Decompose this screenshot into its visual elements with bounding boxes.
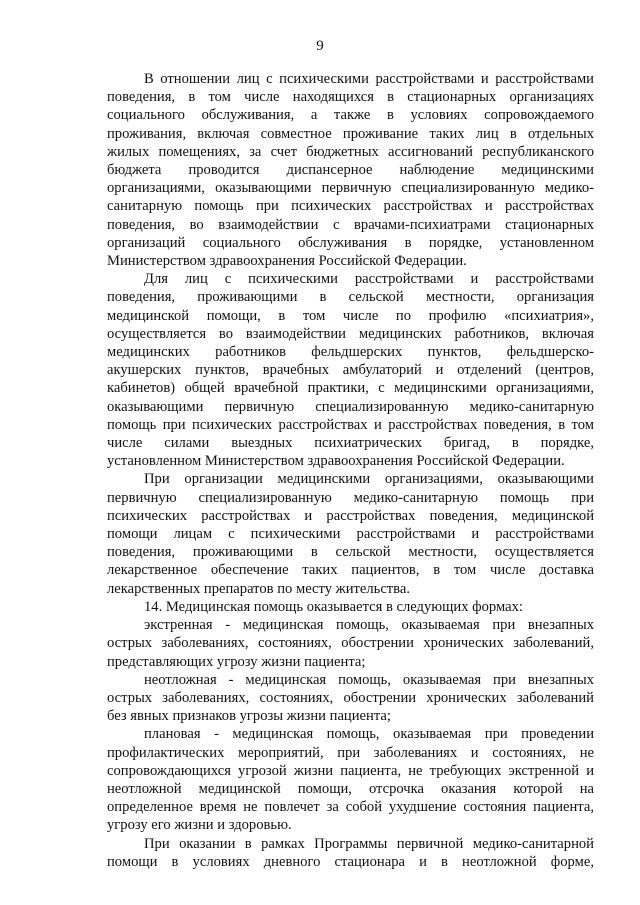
text-line: без явных признаков угрозы жизни пациента; [107,708,391,725]
text-line: определенное время не повлечет за собой ухудшение состояния пациента, [107,799,594,816]
text-line: поведения, во взаимодействии с врачами-психиатрами стационарных [107,216,594,233]
text-line: неотложной медицинской помощи, отсрочка оказания которой на [107,780,594,797]
text-line: Для лиц с психическими расстройствами и расстройствами [144,271,594,288]
paragraph [107,616,594,671]
text-line: поведения, проживающими в сельской местности, организация [107,289,594,306]
text-line: лекарственных препаратов по месту жительства. [107,580,411,597]
text-line: социального обслуживания, а также в условиях сопровождаемого [107,107,594,124]
text-line: медицинских работников фельдшерских пунктов, фельдшерско- [107,344,594,361]
page-number: 9 [316,38,324,54]
text-line: плановая - медицинская помощь, оказываемая при проведении [144,726,594,743]
text-line: бюджета проводится диспансерное наблюдение медицинскими [107,162,594,179]
text-line: острых заболеваниях, состояниях, обострении хронических заболеваний, [107,635,594,652]
paragraph [107,835,594,871]
text-line: числе силами выездных психиатрических бригад, в порядке, [107,435,594,452]
text-line: поведения, в том числе находящихся в стационарных организациях [107,89,594,106]
text-line: При оказании в рамках Программы первичной медико-санитарной [144,835,594,852]
text-line: проживания, включая совместное проживание таких лиц в отдельных [107,125,594,142]
text-line: организациями, оказывающими первичную специализированную медико- [107,180,594,197]
text-line: поведения, проживающими в сельской местности, осуществляется [107,544,594,561]
text-line: организаций социального обслуживания в порядке, установленном [107,234,594,251]
text-line: экстренная - медицинская помощь, оказываемая при внезапных [144,617,594,634]
text-line: психических расстройствах и расстройствах поведения, медицинской [107,507,594,524]
paragraph [107,725,594,834]
text-line: 14. Медицинская помощь оказывается в следующих формах: [144,598,523,615]
text-line: акушерских пунктов, врачебных амбулаторий и отделений (центров, [107,362,594,379]
paragraph [107,270,594,470]
text-line: представляющих угрозу жизни пациента; [107,653,366,670]
text-line: помощи в условиях дневного стационара и в неотложной форме, [107,853,594,870]
text-line: профилактических мероприятий, при заболеваниях и состояниях, не [107,744,594,761]
text-line: лекарственное обеспечение таких пациентов, в том числе доставка [107,562,594,579]
text-line: угрозу его жизни и здоровью. [107,817,292,834]
paragraph [107,671,594,726]
document-body [107,70,594,871]
text-line: жилых помещениях, за счет бюджетных ассигнований республиканского [107,143,594,160]
text-line: При организации медицинскими организациями, оказывающими [144,471,594,488]
text-line: установленном Министерством здравоохранения Российской Федерации. [107,453,565,470]
text-line: первичную специализированную медико-санитарную помощь при [107,489,594,506]
text-line: помощь при психических расстройствах и расстройствах поведения, в том [107,416,594,433]
text-line: санитарную помощь при психических расстройствах и расстройствах [107,198,594,215]
paragraph [107,598,594,616]
text-line: осуществляется во взаимодействии медицинских работников, включая [107,325,594,342]
text-line: кабинетов) общей врачебной практики, с медицинскими организациями, [107,380,594,397]
text-line: Министерством здравоохранения Российской Федерации. [107,253,467,270]
text-line: оказывающими первичную специализированную медико-санитарную [107,398,594,415]
paragraph [107,70,594,270]
text-line: сопровождающихся угрозой жизни пациента, не требующих экстренной и [107,762,594,779]
text-line: неотложная - медицинская помощь, оказываемая при внезапных [144,671,594,688]
text-line: помощи лицам с психическими расстройствами и расстройствами [107,526,594,543]
text-line: острых заболеваниях, состояниях, обострении хронических заболеваний [107,689,594,706]
text-line: медицинской помощи, в том числе по профилю «психиатрия», [107,307,594,324]
text-line: В отношении лиц с психическими расстройствами и расстройствами [144,71,594,87]
paragraph [107,470,594,597]
